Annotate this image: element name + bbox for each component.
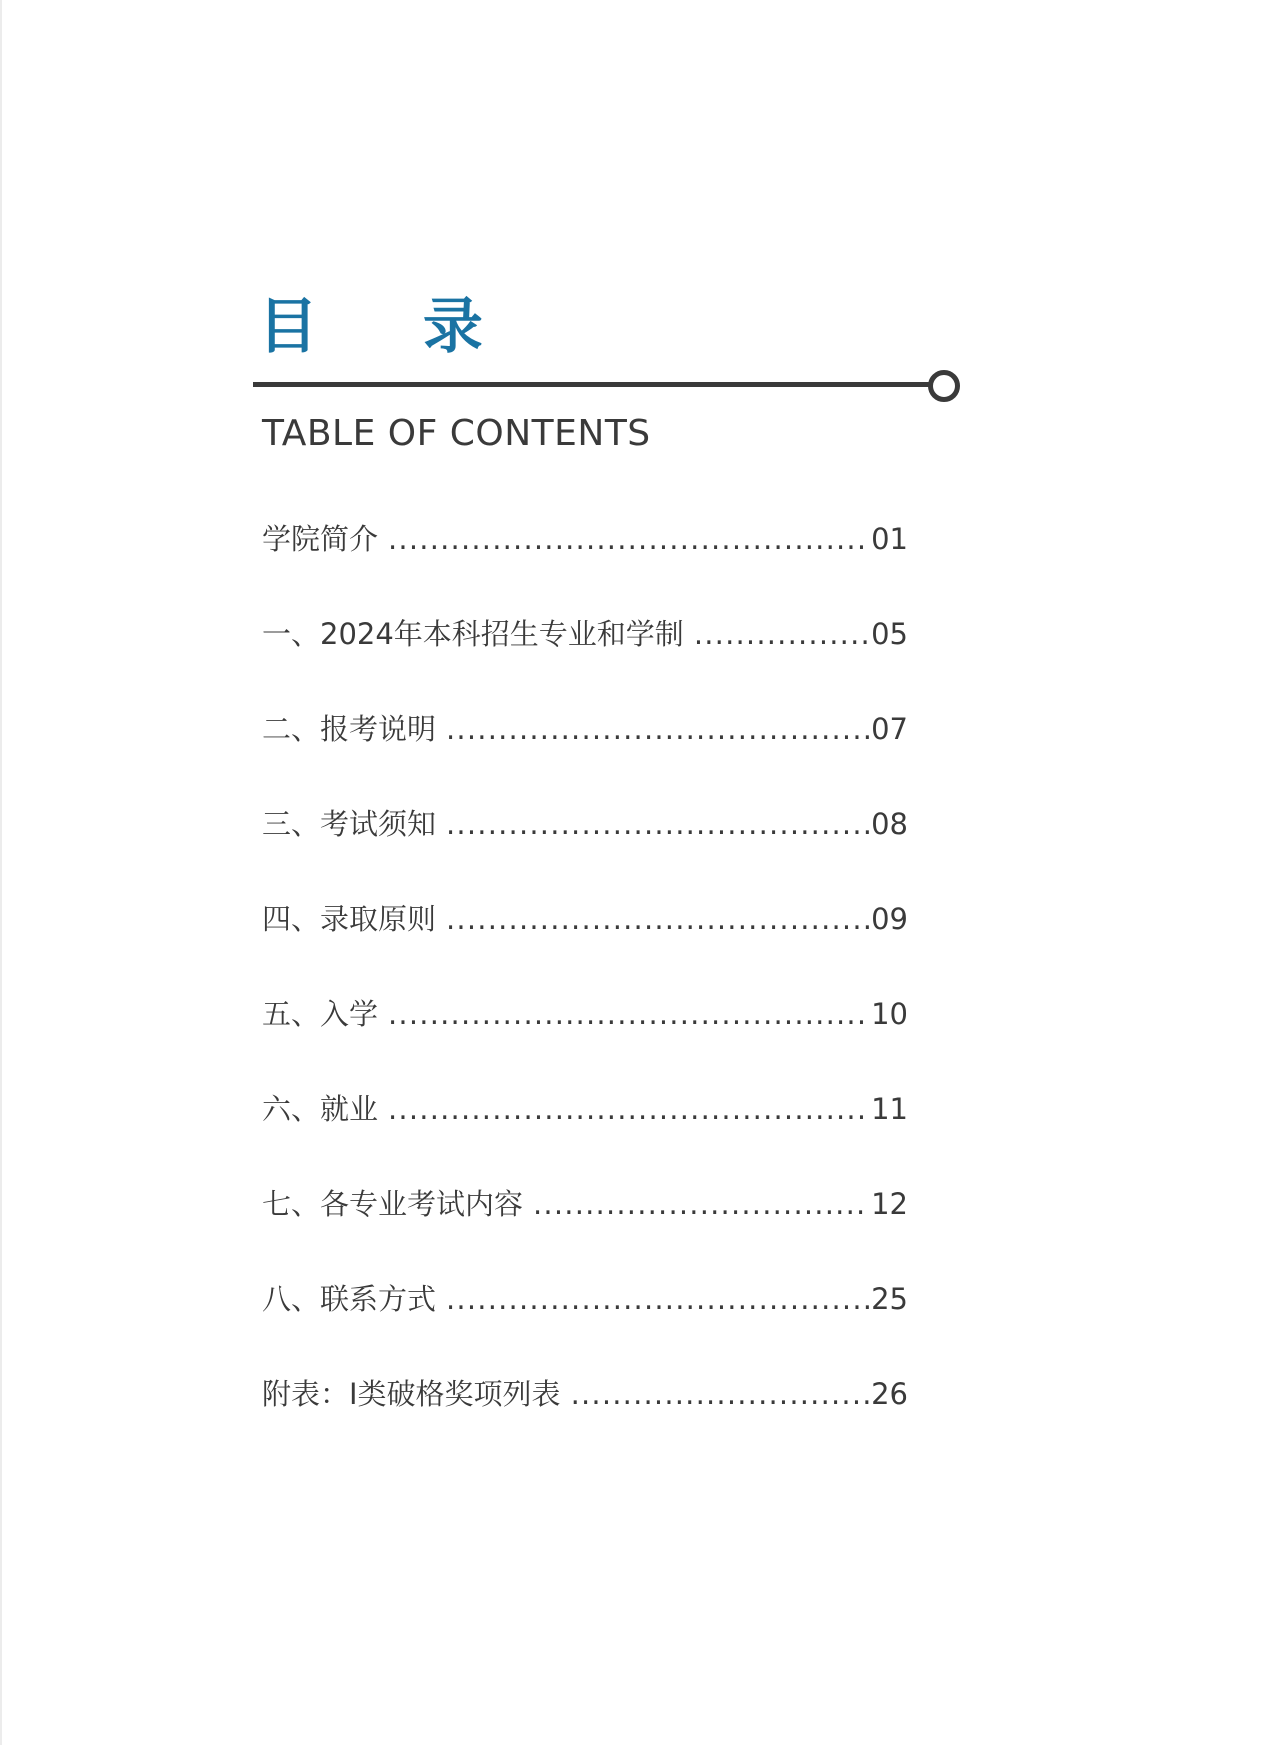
toc-leader-dots (388, 1088, 869, 1130)
toc-entry[interactable] (262, 1088, 908, 1183)
toc-leader-dots (446, 898, 869, 940)
toc-entry-page: 12 (871, 1187, 908, 1221)
page-edge (0, 0, 2, 1745)
toc-leader-dots (446, 708, 869, 750)
toc-entry-label: 二、报考说明 (262, 712, 437, 746)
toc-entry-label: 四、录取原则 (262, 902, 437, 936)
toc-entry-label: 三、考试须知 (262, 807, 437, 841)
toc-entry-label: 六、就业 (262, 1092, 379, 1126)
page-subtitle: TABLE OF CONTENTS (262, 413, 651, 454)
page-title: 目 录 (258, 292, 525, 362)
toc-entry-page: 10 (871, 997, 908, 1031)
toc-entry-page: 26 (871, 1377, 908, 1411)
divider-end-circle-icon (928, 370, 960, 402)
toc-leader-dots (533, 1183, 869, 1225)
toc-entry[interactable] (262, 1373, 908, 1468)
toc-entry[interactable] (262, 898, 908, 993)
toc-entry-label: 一、2024年本科招生专业和学制 (262, 617, 684, 651)
toc-leader-dots (446, 803, 869, 845)
toc-entry-label: 五、入学 (262, 997, 379, 1031)
toc-leader-dots (388, 518, 869, 560)
title-divider (253, 382, 935, 387)
toc-entry-page: 07 (871, 712, 908, 746)
toc-leader-dots (446, 1278, 869, 1320)
toc-entry-page: 11 (871, 1092, 908, 1126)
toc-entry[interactable] (262, 803, 908, 898)
toc-entry-page: 25 (871, 1282, 908, 1316)
toc-entry-page: 05 (871, 617, 908, 651)
toc-entry-label: 八、联系方式 (262, 1282, 437, 1316)
toc-entry-page: 08 (871, 807, 908, 841)
toc-entry-label: 七、各专业考试内容 (262, 1187, 524, 1221)
toc-entry-label: 学院简介 (262, 522, 379, 556)
toc-list (262, 518, 908, 1468)
toc-entry[interactable] (262, 1278, 908, 1373)
toc-entry[interactable] (262, 993, 908, 1088)
toc-entry[interactable] (262, 518, 908, 613)
toc-entry-label: 附表：I类破格奖项列表 (262, 1377, 561, 1411)
toc-leader-dots (571, 1373, 870, 1415)
toc-entry-page: 09 (871, 902, 908, 936)
toc-entry-page: 01 (871, 522, 908, 556)
toc-leader-dots (388, 993, 869, 1035)
toc-leader-dots (694, 613, 869, 655)
toc-entry[interactable] (262, 1183, 908, 1278)
toc-entry[interactable] (262, 708, 908, 803)
toc-entry[interactable] (262, 613, 908, 708)
